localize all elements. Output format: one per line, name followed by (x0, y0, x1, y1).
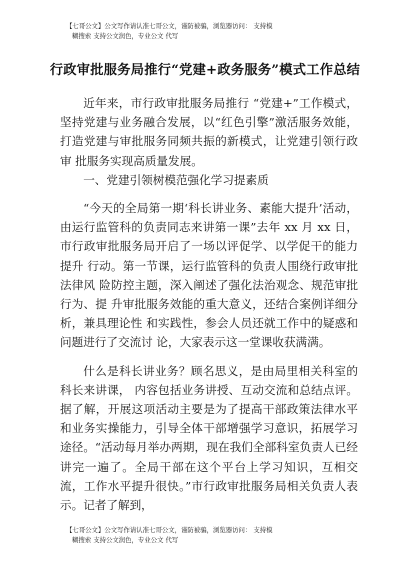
document-title: 行政审批服务局推行“党建+政务服务”模式工作总结 (49, 63, 361, 78)
section-heading: 一、党建引领树模范强化学习提素质 (83, 172, 269, 187)
banner-line: 糊搜索 支持公文润色，专业公文 代写 (72, 536, 179, 544)
banner-line: 糊搜索 支持公文润色，专业公文 代写 (72, 32, 179, 40)
paragraph: “今天的全局第一期‘科长讲业务、素能大提升’活动，由运行监管科的负责同志来讲第一课”去年 xx 月 xx 日，市行政审批服务局开启了一场以评促学、以学促干的能力提升 行动。第一节课，运行监管科的负责人围绕行政审批法律风 险防控主题，深入阐述了强化法治观念、规范审批行为、提 升审批服务效能的重大意义，还结合案例详细分析，兼具理论性 和实践性，参会人员还就工作中的疑惑和问题进行了交流讨 论，大家表示这一堂课收获满满。 (60, 201, 358, 350)
paragraph: 什么是科长讲业务？顾名思义，是由局里相关科室的科长来讲课， 内容包括业务讲授、互动交流和总结点评。据了解，开展这项活动主要是为了提高干部政策法律水平和业务实操能力，引导全体干部增强学习意识，拓展学习途径。“活动每月举办两期，现在我们全部科室负责人已经讲完一遍了。全局干部在这个平台上学习知识，互相交流，工作水平提升很快。”市行政审批服务局相关负责人表示。记者了解到， (60, 363, 358, 513)
document-body (60, 94, 358, 515)
banner-line: 【七哥公文】公文写作请认准七哥公文，谨防被骗，浏览器访问： 支持模 (66, 526, 273, 534)
banner-line: 【七哥公文】公文写作请认准七哥公文，谨防被骗，浏览器访问： 支持模 (66, 22, 273, 30)
watermark-banner-top (66, 21, 366, 41)
paragraph: 近年来，市行政审批服务局推行 “党建+”工作模式，坚持党建与业务融合发展，以“红色引擎”激活服务效能，打造党建与审批服务同频共振的新模式，让党建引领行政审 批服务实现高质量发展。 (60, 96, 358, 168)
watermark-banner-bottom (66, 525, 366, 545)
